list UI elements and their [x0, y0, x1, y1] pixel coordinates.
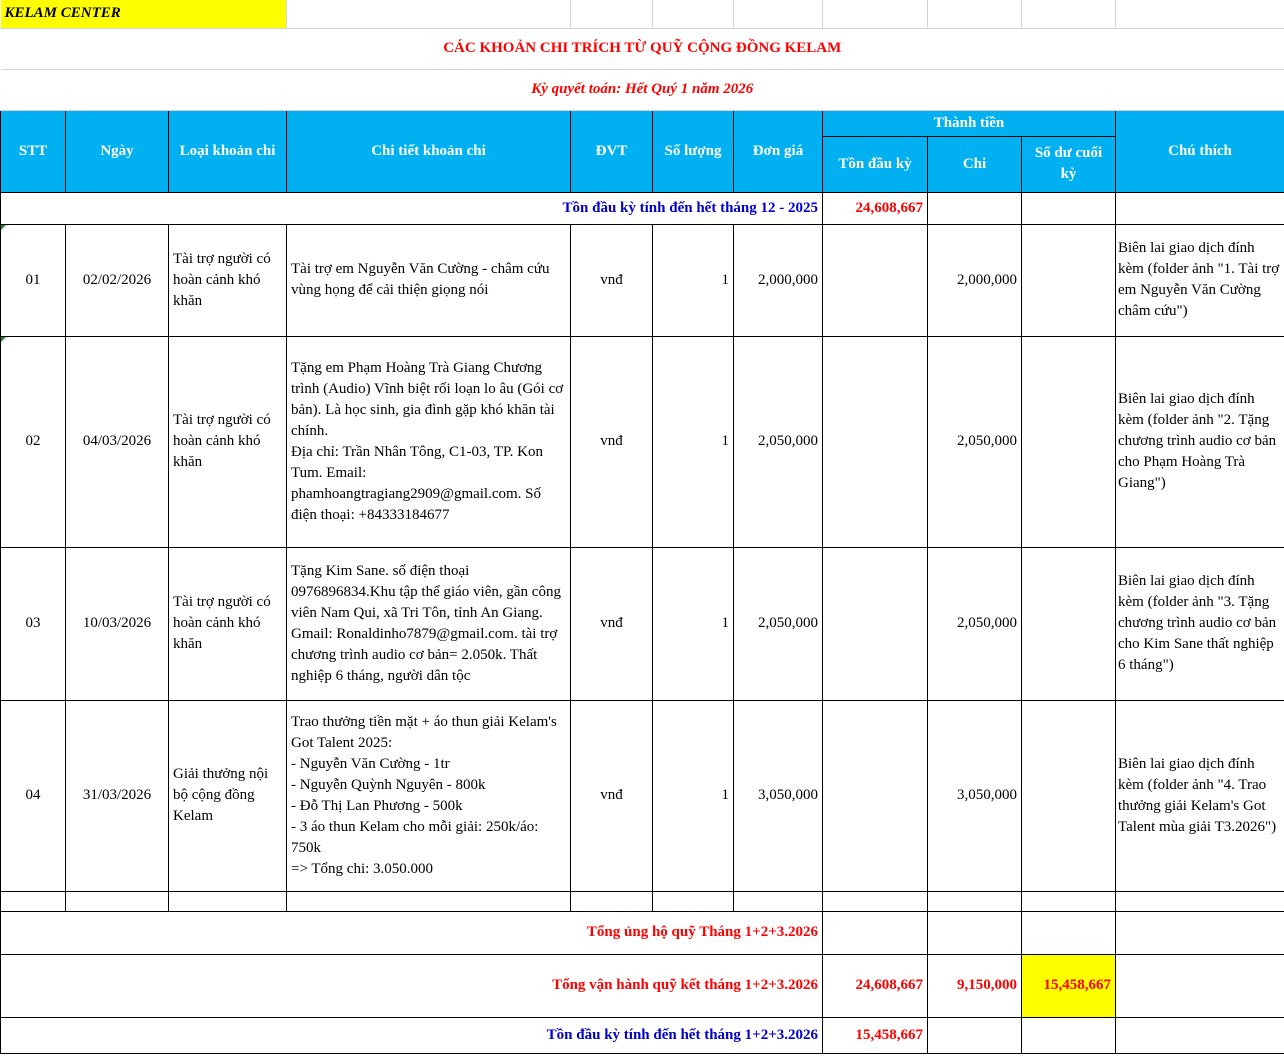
cell-dvt: vnđ — [571, 336, 653, 547]
header-dvt: ĐVT — [571, 110, 653, 192]
total-tondauky-value: 24,608,667 — [823, 954, 928, 1017]
header-loai: Loại khoản chi — [169, 110, 287, 192]
cell-stt: 03 — [1, 547, 66, 700]
header-dongia: Đơn giá — [734, 110, 823, 192]
empty-row — [1, 891, 1284, 911]
closing-balance-value: 15,458,667 — [823, 1017, 928, 1053]
header-soducuoiky: Số dư cuối kỳ — [1022, 136, 1116, 192]
header-soluong: Số lượng — [653, 110, 734, 192]
table-row — [1, 547, 1284, 700]
header-chuthich: Chú thích — [1116, 110, 1284, 192]
cell-loai: Tài trợ người có hoàn cảnh khó khăn — [169, 224, 287, 336]
total-operations-label: Tổng vận hành quỹ kết tháng 1+2+3.2026 — [1, 954, 823, 1017]
opening-balance-row — [1, 192, 1284, 224]
cell-soluong: 1 — [653, 224, 734, 336]
cell-chuthich: Biên lai giao dịch đính kèm (folder ảnh "2. Tặng chương trình audio cơ bản cho Phạm Hoàng Trà Giang") — [1116, 336, 1284, 547]
header-stt: STT — [1, 110, 66, 192]
cell-loai: Tài trợ người có hoàn cảnh khó khăn — [169, 547, 287, 700]
page-subtitle: Kỳ quyết toán: Hết Quý 1 năm 2026 — [1, 69, 1284, 110]
opening-balance-value: 24,608,667 — [823, 192, 928, 224]
cell-chi: 2,050,000 — [928, 336, 1022, 547]
page-title: CÁC KHOẢN CHI TRÍCH TỪ QUỸ CỘNG ĐỒNG KELAM — [1, 28, 1284, 69]
cell-chitiet: Trao thưởng tiền mặt + áo thun giải Kelam's Got Talent 2025: - Nguyễn Văn Cường - 1tr - Nguyễn Quỳnh Nguyên - 800k - Đỗ Thị Lan Phương - 500k - 3 áo thun Kelam cho mỗi giải: 250k/áo: 750k => Tổng chi: 3.050.000 — [287, 700, 571, 891]
cell-stt: 04 — [1, 700, 66, 891]
header-chi: Chi — [928, 136, 1022, 192]
cell-chitiet: Tài trợ em Nguyễn Văn Cường - châm cứu vùng họng để cải thiện giọng nói — [287, 224, 571, 336]
total-donations-row — [1, 911, 1284, 954]
cell-chi: 2,050,000 — [928, 547, 1022, 700]
cell-dongia: 3,050,000 — [734, 700, 823, 891]
cell-loai: Giải thưởng nội bộ cộng đồng Kelam — [169, 700, 287, 891]
total-operations-row — [1, 954, 1284, 1017]
header-chitiet: Chi tiết khoản chi — [287, 110, 571, 192]
cell-stt: 02 — [1, 336, 66, 547]
total-sodu-value: 15,458,667 — [1022, 954, 1116, 1017]
closing-balance-row — [1, 1017, 1284, 1053]
cell-soluong: 1 — [653, 336, 734, 547]
cell-stt: 01 — [1, 224, 66, 336]
cell-chi: 2,000,000 — [928, 224, 1022, 336]
cell-chuthich: Biên lai giao dịch đính kèm (folder ảnh "1. Tài trợ em Nguyễn Văn Cường châm cứu") — [1116, 224, 1284, 336]
total-donations-label: Tổng ủng hộ quỹ Tháng 1+2+3.2026 — [1, 911, 823, 954]
table-row — [1, 700, 1284, 891]
total-chi-value: 9,150,000 — [928, 954, 1022, 1017]
closing-balance-label: Tồn đầu kỳ tính đến hết tháng 1+2+3.2026 — [1, 1017, 823, 1053]
cell-dongia: 2,050,000 — [734, 547, 823, 700]
cell-soluong: 1 — [653, 547, 734, 700]
cell-dongia: 2,000,000 — [734, 224, 823, 336]
cell-ngay: 04/03/2026 — [66, 336, 169, 547]
cell-chitiet: Tặng Kim Sane. số điện thoại 0976896834.Khu tập thể giáo viên, gần công viên Nam Qui, xã Tri Tôn, tỉnh An Giang. Gmail: Ronaldinho7879@gmail.com. tài trợ chương trình audio cơ bản= 2.050k. Thất nghiệp 6 tháng, người dân tộc — [287, 547, 571, 700]
cell-dvt: vnđ — [571, 224, 653, 336]
table-row — [1, 224, 1284, 336]
header-thanhtien: Thành tiền — [823, 110, 1116, 136]
header-tondauky: Tồn đầu kỳ — [823, 136, 928, 192]
cell-dvt: vnđ — [571, 700, 653, 891]
cell-chitiet: Tặng em Phạm Hoàng Trà Giang Chương trình (Audio) Vĩnh biệt rối loạn lo âu (Gói cơ bản). Là học sinh, gia đình gặp khó khăn tài chính. Địa chỉ: Trần Nhân Tông, C1-03, TP. Kon Tum. Email: phamhoangtragiang2909@gmail.com. Số điện thoại: +84333184677 — [287, 336, 571, 547]
cell-dvt: vnđ — [571, 547, 653, 700]
cell-chuthich: Biên lai giao dịch đính kèm (folder ảnh "4. Trao thưởng giải Kelam's Got Talent mùa giải T3.2026") — [1116, 700, 1284, 891]
cell-dongia: 2,050,000 — [734, 336, 823, 547]
cell-loai: Tài trợ người có hoàn cảnh khó khăn — [169, 336, 287, 547]
header-ngay: Ngày — [66, 110, 169, 192]
table-row — [1, 336, 1284, 547]
cell-soluong: 1 — [653, 700, 734, 891]
cell-ngay: 10/03/2026 — [66, 547, 169, 700]
cell-ngay: 31/03/2026 — [66, 700, 169, 891]
cell-ngay: 02/02/2026 — [66, 224, 169, 336]
cell-chuthich: Biên lai giao dịch đính kèm (folder ảnh "3. Tặng chương trình audio cơ bản cho Kim Sane thất nghiệp 6 tháng") — [1116, 547, 1284, 700]
opening-balance-label: Tồn đầu kỳ tính đến hết tháng 12 - 2025 — [1, 192, 823, 224]
brand-label: KELAM CENTER — [1, 0, 287, 28]
cell-chi: 3,050,000 — [928, 700, 1022, 891]
